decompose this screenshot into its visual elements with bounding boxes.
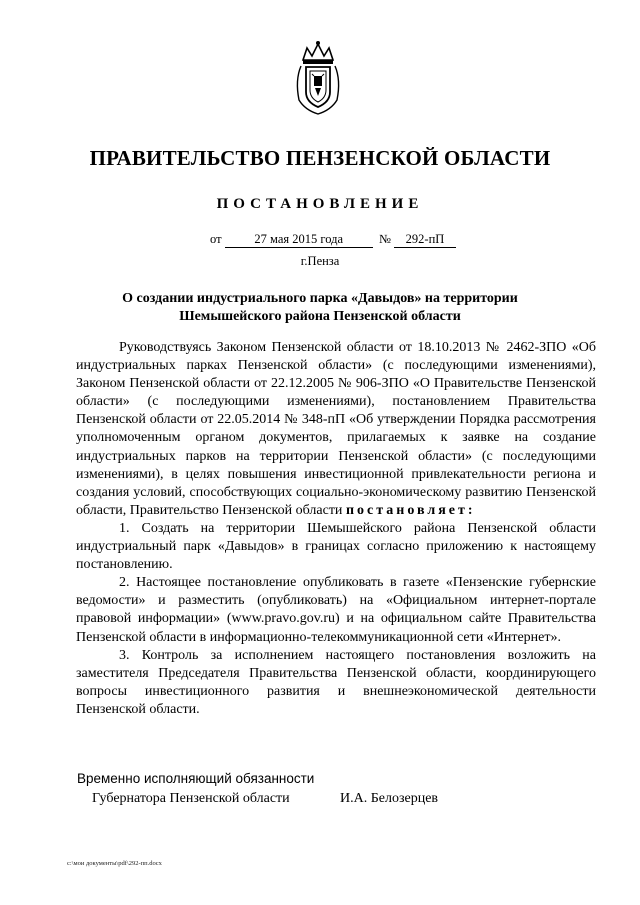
government-title: ПРАВИТЕЛЬСТВО ПЕНЗЕНСКОЙ ОБЛАСТИ bbox=[89, 146, 551, 170]
item-3: 3. Контроль за исполнением настоящего постановления возложить на заместителя Председателя Правительства Пензенской области, координирующего вопросы инвестиционного развития и внешнеэкономической деятельности Пензенской области. bbox=[76, 647, 596, 717]
signatory-position-line-2: Губернатора Пензенской области bbox=[92, 791, 290, 806]
decree-word: постановляет: bbox=[345, 502, 476, 518]
intro-paragraph bbox=[76, 339, 596, 520]
document-subject bbox=[60, 290, 580, 326]
subject-line-2: Шемышейского района Пензенской области bbox=[179, 309, 461, 324]
signatory-name: И.А. Белозерцев bbox=[340, 791, 439, 806]
document-date: 27 мая 2015 года bbox=[225, 232, 373, 248]
date-number-line bbox=[210, 232, 456, 248]
item-1: 1. Создать на территории Шемышейского района Пензенской области индустриальный парк «Давыдов» в границах согласно приложению к настоящему постановлению. bbox=[76, 520, 596, 573]
city: г.Пенза bbox=[300, 254, 340, 268]
number-prefix: № bbox=[378, 232, 391, 246]
date-prefix: от bbox=[210, 232, 222, 246]
document-body bbox=[76, 339, 596, 719]
signatory-position-line-1: Временно исполняющий обязанности bbox=[77, 771, 315, 786]
coat-of-arms-icon bbox=[293, 40, 343, 116]
item-2: 2. Настоящее постановление опубликовать в газете «Пензенские губернские ведомости» и разместить (опубликовать) на «Официальном интернет-портале правовой информации» (www.pravo.gov.ru) и на официальном сайте Правительства Пензенской области в информационно-телекоммуникационной сети «Интернет». bbox=[76, 575, 596, 645]
document-number: 292-пП bbox=[394, 232, 456, 248]
document-type: ПОСТАНОВЛЕНИЕ bbox=[216, 196, 424, 212]
file-path: c:\мои документы\pdf\292-пп.docx bbox=[67, 860, 162, 867]
intro-text: Руководствуясь Законом Пензенской области от 18.10.2013 № 2462-ЗПО «Об индустриальных парках Пензенской области» (с последующими изменениями), Законом Пензенской области от 22.12.2005 № 906-ЗПО «О Правительстве Пензенской области» (с последующими изменениями), постановлением Правительства Пензенской области от 22.05.2014 № 348-пП «Об утверждении Порядка рассмотрения уполномоченным органом документов, прилагаемых к заявке на создание индустриальных парков на территории Пензенской области» (с последующими изменениями), в целях повышения инвестиционной привлекательности региона и создания условий, способствующих социально-экономическому развитию Пензенской области, Правительство Пензенской области bbox=[76, 340, 596, 518]
subject-line-1: О создании индустриального парка «Давыдов» на территории bbox=[122, 291, 518, 306]
